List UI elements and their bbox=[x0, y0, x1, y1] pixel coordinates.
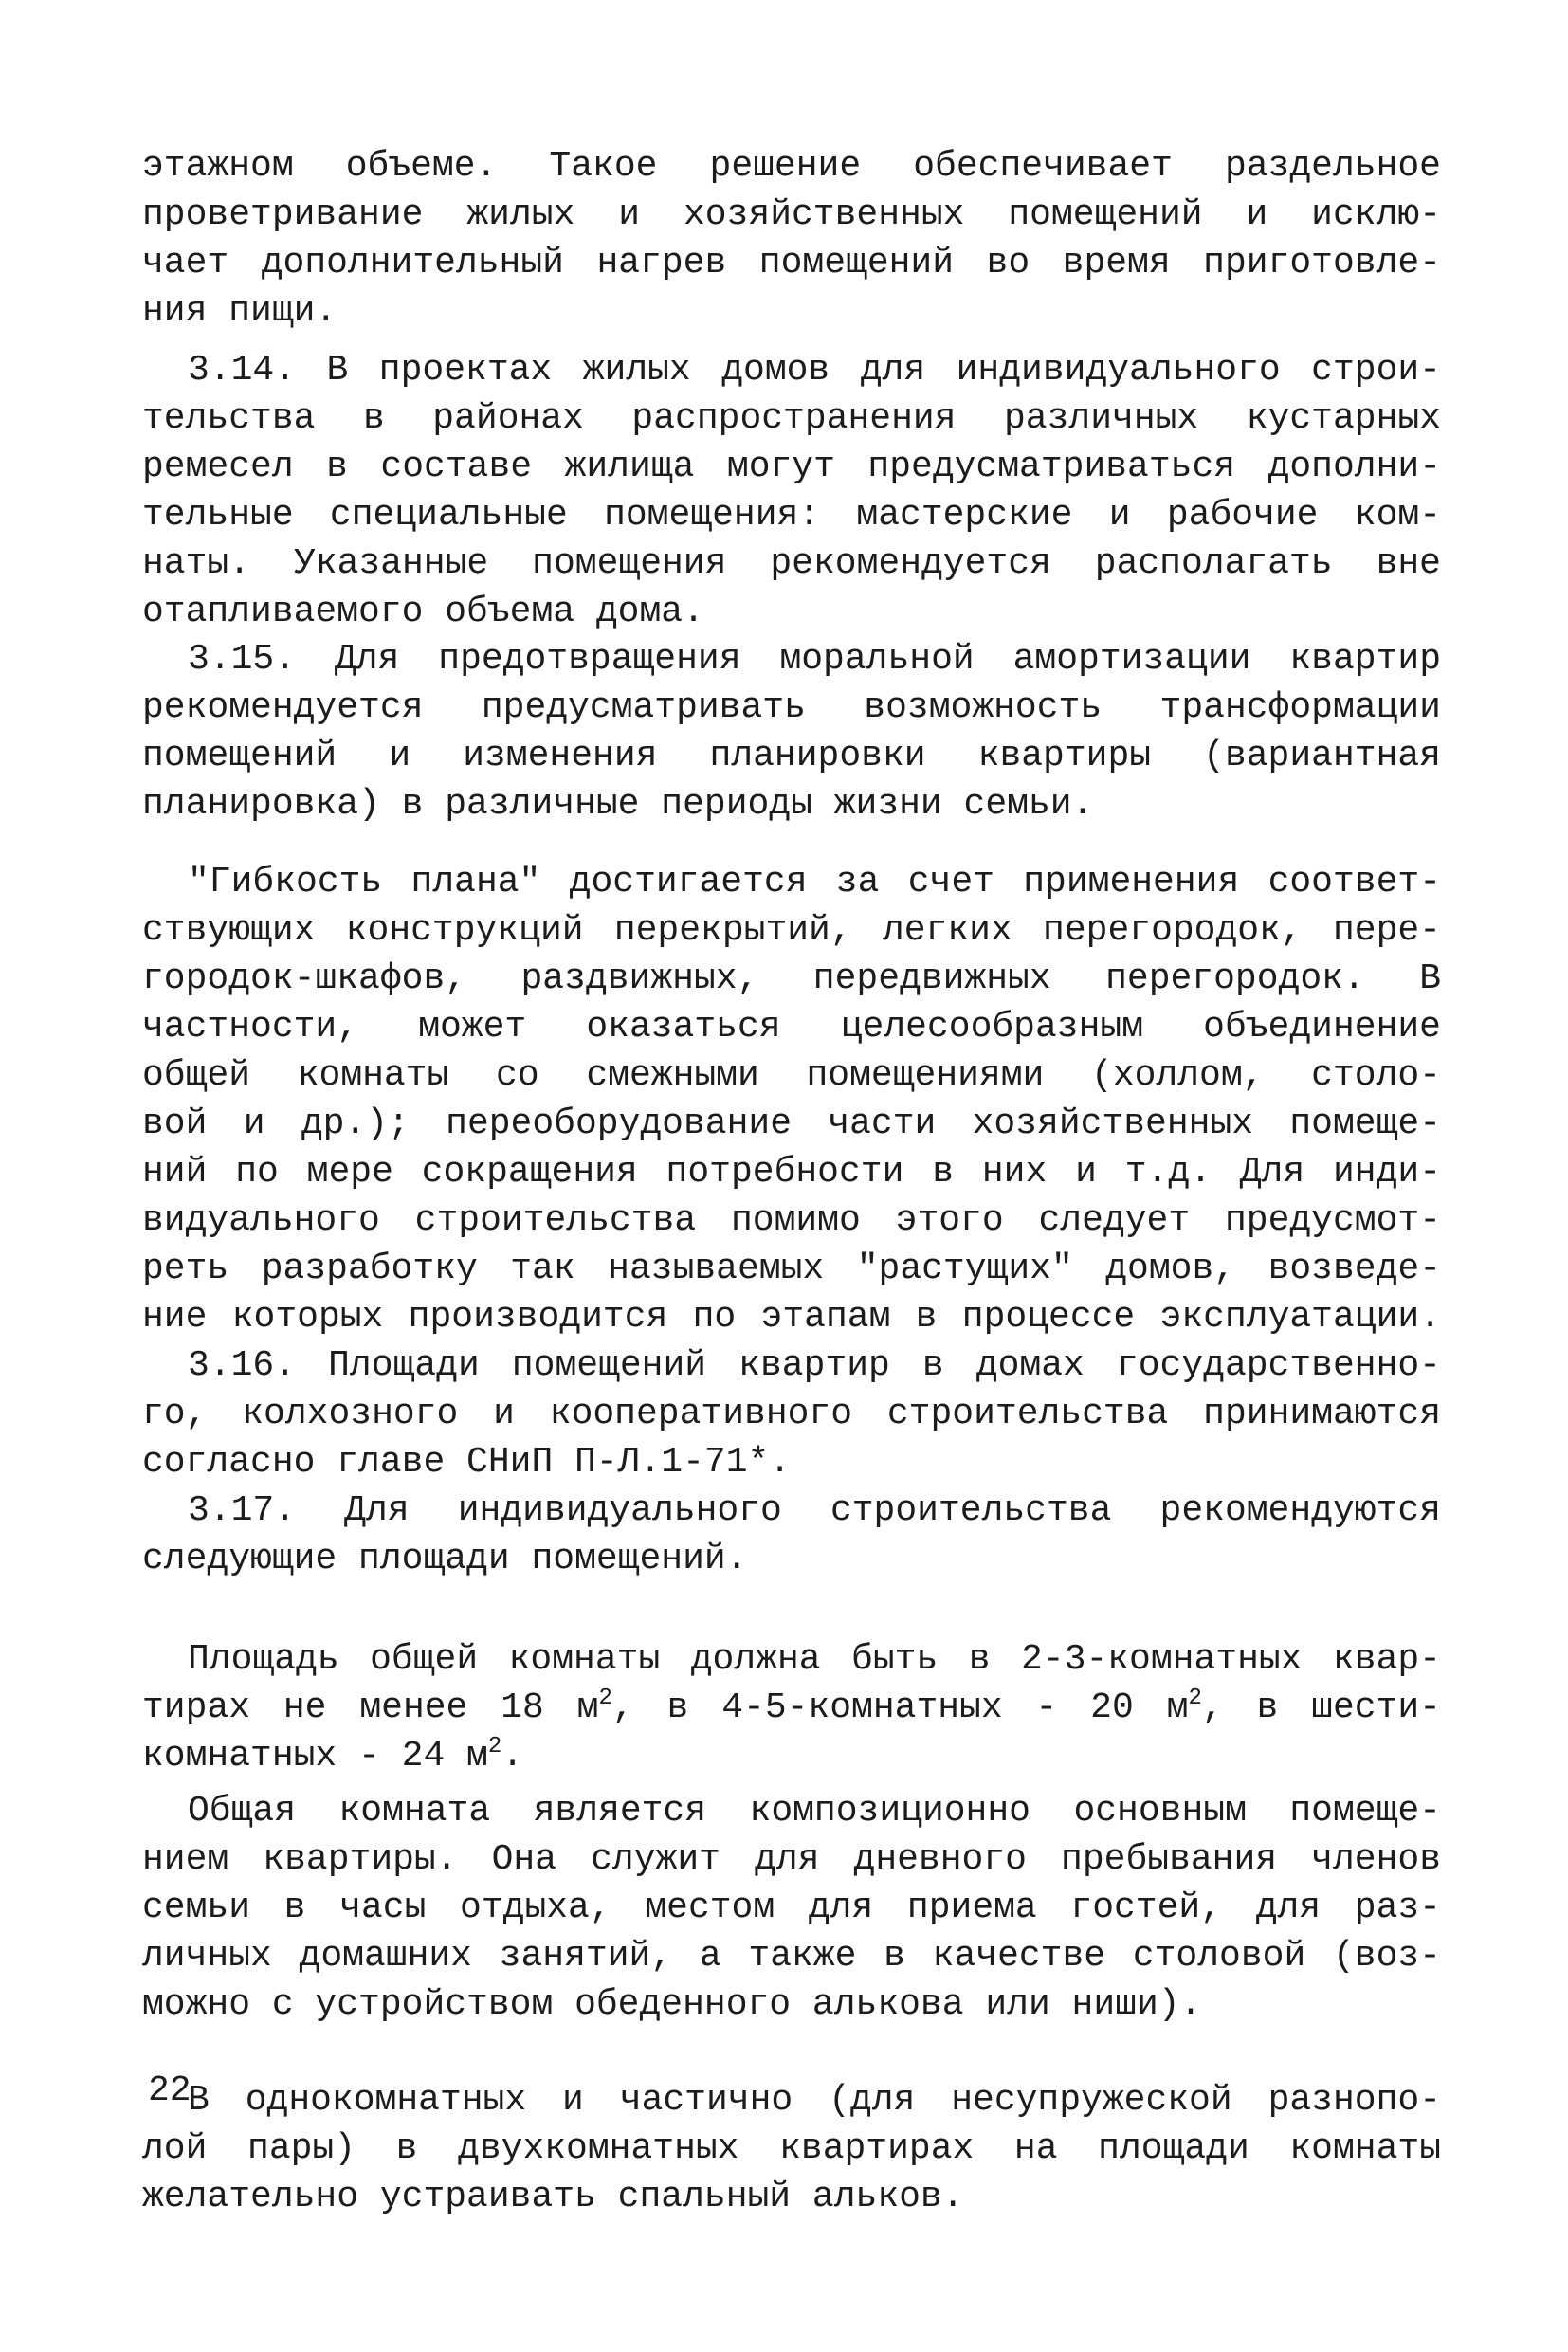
text-line: наты. Указанные помещения рекомендуется располагать вне bbox=[142, 543, 1441, 584]
text-line: Площадь общей комнаты должна быть в 2-3-комнатных квар- bbox=[188, 1639, 1441, 1680]
paragraph-3-17 bbox=[142, 1486, 1441, 1583]
superscript: 2 bbox=[598, 1686, 612, 1711]
page-body bbox=[142, 142, 1441, 2228]
paragraph-area bbox=[142, 1635, 1441, 1780]
text-line: тельные специальные помещения: мастерские и рабочие ком- bbox=[142, 495, 1441, 536]
text-line: 3.17. Для индивидуального строительства рекомендуются bbox=[188, 1490, 1441, 1531]
text-line: ствующих конструкций перекрытий, легких перегородок, пере- bbox=[142, 910, 1441, 951]
text-line: ний по мере сокращения потребности в них и т.д. Для инди- bbox=[142, 1152, 1441, 1193]
paragraph-3-16 bbox=[142, 1341, 1441, 1486]
paragraph-3-15 bbox=[142, 635, 1441, 829]
text-line: проветривание жилых и хозяйственных помещений и исклю- bbox=[142, 194, 1441, 235]
text-line: семьи в часы отдыха, местом для приема гостей, для раз- bbox=[142, 1887, 1441, 1928]
text-line: тельства в районах распространения различных кустарных bbox=[142, 398, 1441, 439]
text-line: помещений и изменения планировки квартиры (вариантная bbox=[142, 736, 1441, 776]
text-line: 3.15. Для предотвращения моральной амортизации квартир bbox=[188, 639, 1441, 680]
text-fragment: . bbox=[501, 1736, 524, 1777]
text-line: общей комнаты со смежными помещениями (холлом, столо- bbox=[142, 1055, 1441, 1096]
text-fragment: , в 4-5-комнатных - 20 м bbox=[611, 1687, 1189, 1728]
paragraph bbox=[142, 142, 1441, 336]
text-line: нием квартиры. Она служит для дневного пребывания членов bbox=[142, 1839, 1441, 1880]
text-line: лой пары) в двухкомнатных квартирах на площади комнаты bbox=[142, 2128, 1441, 2169]
text-line-with-superscripts bbox=[142, 1684, 1441, 1732]
text-line: 3.16. Площади помещений квартир в домах государственно- bbox=[188, 1345, 1441, 1386]
text-line: следующие площади помещений. bbox=[142, 1539, 748, 1579]
text-line-with-superscripts bbox=[142, 1732, 1441, 1780]
text-line: вой и др.); переоборудование части хозяйственных помеще- bbox=[142, 1103, 1441, 1144]
text-line: ремесел в составе жилища могут предусматриваться дополни- bbox=[142, 447, 1441, 487]
text-line: рекомендуется предусматривать возможность трансформации bbox=[142, 687, 1441, 728]
paragraph bbox=[142, 858, 1441, 1341]
text-line: городок-шкафов, раздвижных, передвижных перегородок. В bbox=[142, 958, 1441, 999]
text-line: этажном объеме. Такое решение обеспечивает раздельное bbox=[142, 146, 1441, 187]
superscript: 2 bbox=[487, 1734, 502, 1759]
text-line: планировка) в различные периоды жизни семьи. bbox=[142, 784, 1094, 825]
text-line: 3.14. В проектах жилых домов для индивидуального строи- bbox=[188, 350, 1441, 391]
text-line: можно с устройством обеденного алькова или ниши). bbox=[142, 1984, 1202, 2025]
page-number: 22 bbox=[148, 2070, 191, 2111]
text-line: "Гибкость плана" достигается за счет применения соответ- bbox=[188, 862, 1441, 903]
paragraph-3-14 bbox=[142, 346, 1441, 636]
text-fragment: комнатных - 24 м bbox=[142, 1736, 488, 1777]
text-line: отапливаемого объема дома. bbox=[142, 592, 704, 632]
text-line: реть разработку так называемых "растущих" домов, возведе- bbox=[142, 1249, 1441, 1289]
text-line: В однокомнатных и частично (для несупружеской разнопо- bbox=[188, 2080, 1441, 2121]
text-line: частности, может оказаться целесообразным объединение bbox=[142, 1007, 1441, 1048]
text-line: видуального строительства помимо этого следует предусмот- bbox=[142, 1200, 1441, 1241]
text-fragment: , в шести- bbox=[1201, 1687, 1441, 1728]
text-line: ния пищи. bbox=[142, 291, 337, 332]
text-line: желательно устраивать спальный альков. bbox=[142, 2177, 964, 2217]
superscript: 2 bbox=[1188, 1686, 1202, 1711]
text-line: Общая комната является композиционно основным помеще- bbox=[188, 1791, 1441, 1832]
text-line: го, колхозного и кооперативного строительства принимаются bbox=[142, 1394, 1441, 1434]
text-line: согласно главе СНиП П-Л.1-71*. bbox=[142, 1442, 792, 1483]
text-line: личных домашних занятий, а также в качестве столовой (воз- bbox=[142, 1936, 1441, 1977]
paragraph bbox=[142, 2076, 1441, 2221]
text-line: чает дополнительный нагрев помещений во время приготовле- bbox=[142, 243, 1441, 283]
text-line: ние которых производится по этапам в процессе эксплуатации. bbox=[142, 1297, 1441, 1338]
paragraph bbox=[142, 1787, 1441, 2029]
text-fragment: тирах не менее 18 м bbox=[142, 1687, 599, 1728]
